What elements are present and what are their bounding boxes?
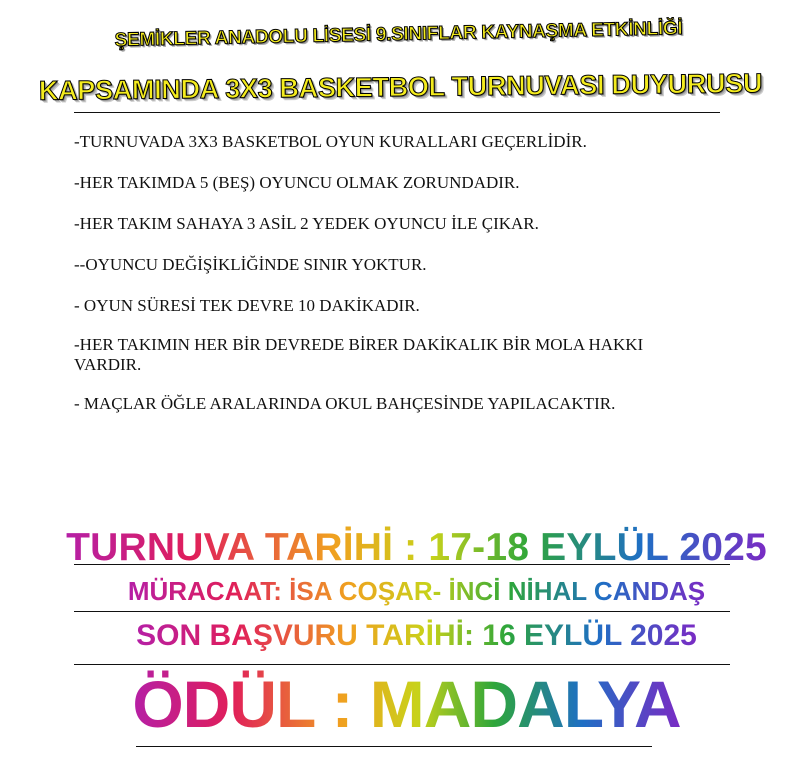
rule-item: - MAÇLAR ÖĞLE ARALARINDA OKUL BAHÇESİNDE YAPILACAKTIR. bbox=[74, 394, 616, 413]
prize-underline bbox=[136, 746, 652, 747]
application-text: MÜRACAAT: İSA COŞAR- İNCİ NİHAL CANDAŞ bbox=[127, 576, 706, 606]
rule-item: -HER TAKIM SAHAYA 3 ASİL 2 YEDEK OYUNCU İLE ÇIKAR. bbox=[74, 214, 539, 233]
header-title-line-1: ŞEMİKLER ANADOLU LİSESİ 9.SINIFLAR KAYNAŞMA ETKİNLİĞİ bbox=[114, 18, 683, 51]
tournament-date-text: TURNUVA TARİHİ : 17-18 EYLÜL 2025 bbox=[66, 526, 767, 569]
banner-divider bbox=[74, 564, 730, 565]
deadline-banner bbox=[22, 619, 789, 653]
deadline-text: SON BAŞVURU TARİHİ: 16 EYLÜL 2025 bbox=[136, 619, 697, 652]
banner-divider bbox=[74, 611, 730, 612]
rule-item: -HER TAKIMDA 5 (BEŞ) OYUNCU OLMAK ZORUNDADIR. bbox=[74, 173, 520, 192]
prize-text: ÖDÜL : MADALYA bbox=[132, 667, 681, 741]
header-divider bbox=[74, 112, 720, 113]
prize-banner bbox=[12, 666, 789, 742]
application-banner bbox=[22, 576, 789, 607]
rule-item: - OYUN SÜRESİ TEK DEVRE 10 DAKİKADIR. bbox=[74, 296, 420, 315]
rule-item: -TURNUVADA 3X3 BASKETBOL OYUN KURALLARI GEÇERLİDİR. bbox=[74, 132, 587, 151]
rule-item: --OYUNCU DEĞİŞİKLİĞİNDE SINIR YOKTUR. bbox=[74, 255, 427, 274]
rule-item: -HER TAKIMIN HER BİR DEVREDE BİRER DAKİKALIK BİR MOLA HAKKI VARDIR. bbox=[74, 335, 644, 374]
banner-divider bbox=[74, 664, 730, 665]
rules-list bbox=[74, 132, 714, 414]
header-title-line-2: KAPSAMINDA 3X3 BASKETBOL TURNUVASI DUYURUSU bbox=[38, 68, 763, 106]
